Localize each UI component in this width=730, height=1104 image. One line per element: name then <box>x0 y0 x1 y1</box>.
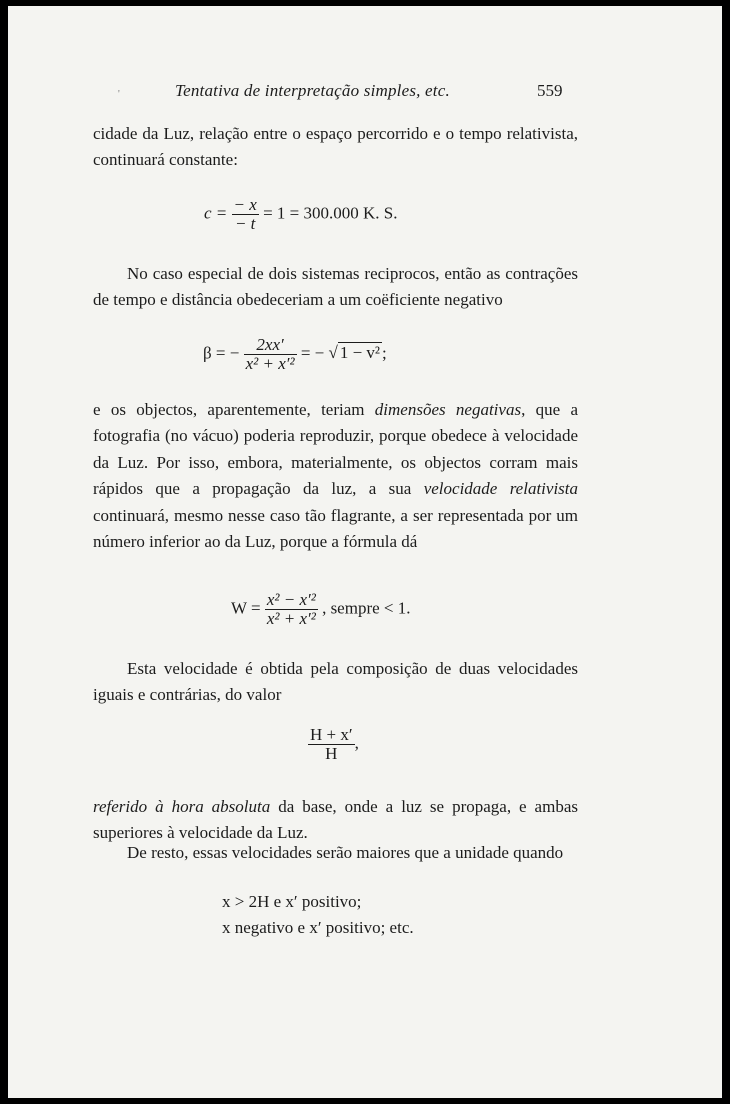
paragraph-2: No caso especial de dois sistemas reciprocos, então as contrações de tempo e distância obedeceriam a um coëficiente negativo <box>93 264 578 310</box>
paragraph-1: cidade da Luz, relação entre o espaço percorrido e o tempo relativista, continuará constante: <box>93 124 578 170</box>
para3-italic-1: dimensões negativas <box>374 400 522 419</box>
eq1-lhs: c = <box>204 203 228 223</box>
square-root: √ 1 − v² <box>328 343 381 363</box>
para3-text-3: continuará, mesmo nesse caso tão flagrante, a ser representada por um número inferior ao da Luz, porque a fórmula dá <box>93 505 578 552</box>
para3-text-2: , que a fotografia (no vácuo) poderia reproduzir, porque obedece à velocidade da Luz. Por isso, embora, materialmente, os objectos corram mais rápidos que a propagação da luz, a sua <box>93 400 579 499</box>
eq3-lhs: W = <box>231 598 261 618</box>
eq4-numerator: H + x′ <box>310 725 353 744</box>
eq4-end: , <box>354 733 359 753</box>
eq2-mid: = − <box>300 343 325 363</box>
page-number: 559 <box>537 81 563 100</box>
paragraph-4: Esta velocidade é obtida pela composição de duas velocidades iguais e contrárias, do valor <box>93 659 578 705</box>
eq3-numerator: x² − x′² <box>266 590 316 609</box>
eq1-rhs: = 1 = 300.000 K. S. <box>263 203 398 223</box>
eq3-fraction <box>265 591 318 628</box>
page <box>8 6 722 1098</box>
eq4-fraction <box>308 726 355 763</box>
paragraph-5 <box>93 794 578 847</box>
eq3-denominator: x² + x′² <box>266 608 316 628</box>
eq2-numerator: 2xx′ <box>244 336 297 355</box>
para3-text-1: e os objectos, aparentemente, teriam <box>93 400 375 419</box>
running-title: Tentativa de interpretação simples, etc. <box>175 81 450 100</box>
eq2-lhs: β = − <box>203 343 240 363</box>
para5-text: da base, onde a luz se propaga, e ambas superiores à velocidade da Luz. <box>93 797 578 843</box>
eq1-denominator: − t <box>234 213 256 233</box>
conditions-list <box>222 889 414 941</box>
eq2-denominator: x² + x′² <box>245 353 295 373</box>
equation-h <box>308 726 359 763</box>
condition-2: x negativo e x′ positivo; etc. <box>222 918 414 937</box>
eq2-fraction <box>244 336 297 373</box>
margin-mark: ' <box>118 89 120 100</box>
paragraph-6: De resto, essas velocidades serão maiores que a unidade quando <box>127 843 564 862</box>
running-header <box>8 81 722 105</box>
equation-c <box>204 196 397 233</box>
eq3-rhs: , sempre < 1. <box>322 598 411 618</box>
equation-beta <box>203 336 387 373</box>
eq2-end: ; <box>382 343 387 363</box>
sqrt-radicand: 1 − v² <box>339 343 381 363</box>
eq1-numerator: − x <box>233 195 257 214</box>
eq4-denominator: H <box>325 743 338 763</box>
equation-w <box>231 591 411 628</box>
para5-italic: referido à hora absoluta <box>93 797 271 816</box>
paragraph-3 <box>93 397 578 555</box>
condition-1: x > 2H e x′ positivo; <box>222 892 362 911</box>
para3-italic-2: velocidade relativista <box>423 479 579 499</box>
eq1-fraction <box>232 196 259 233</box>
